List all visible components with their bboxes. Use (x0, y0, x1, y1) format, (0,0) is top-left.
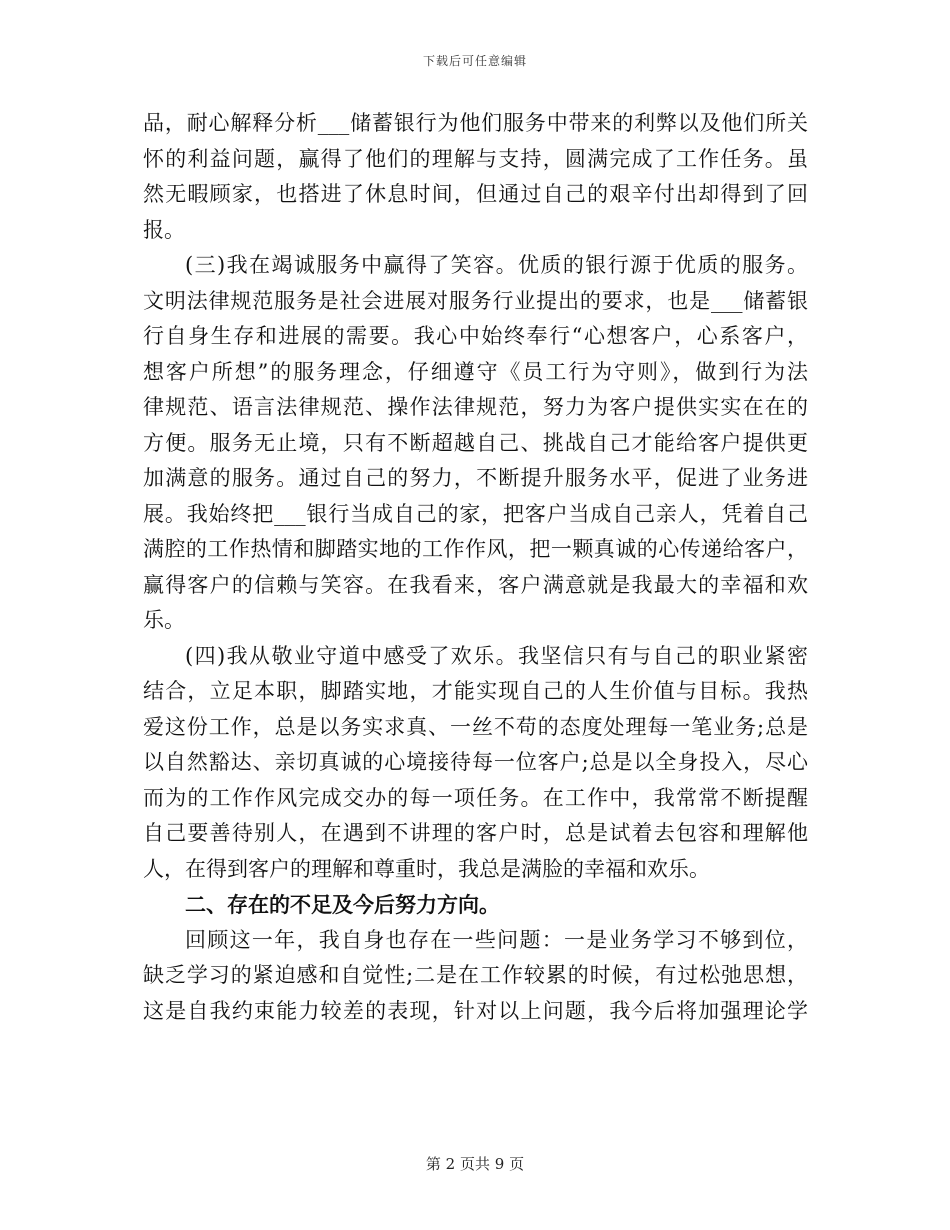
document-body (143, 106, 808, 1029)
body-line: 加满意的服务。通过自己的努力，不断提升服务水平，促进了业务进 (143, 466, 808, 490)
body-line: 自己要善待别人，在遇到不讲理的客户时，总是试着去包容和理解他 (143, 821, 808, 845)
page-number-footer: 第 2 页共 9 页 (425, 1155, 525, 1173)
body-line: 人，在得到客户的理解和尊重时，我总是满脸的幸福和欢乐。 (143, 856, 710, 881)
body-line: 缺乏学习的紧迫感和自觉性;二是在工作较累的时候，有过松弛思想， (143, 963, 808, 987)
body-line: 赢得客户的信赖与笑容。在我看来，客户满意就是我最大的幸福和欢 (143, 572, 808, 597)
section-heading: 二、存在的不足及今后努力方向。 (185, 892, 500, 917)
body-line: 而为的工作作风完成交办的每一项任务。在工作中，我常常不断提醒 (143, 785, 808, 810)
body-line: 回顾这一年，我自身也存在一些问题：一是业务学习不够到位， (185, 927, 808, 952)
body-line: 文明法律规范服务是社会进展对服务行业提出的要求，也是___储蓄银 (143, 288, 808, 313)
body-line: 方便。服务无止境，只有不断超越自己、挑战自己才能给客户提供更 (143, 430, 808, 455)
body-line: (四)我从敬业守道中感受了欢乐。我坚信只有与自己的职业紧密 (185, 643, 808, 668)
body-line: 行自身生存和进展的需要。我心中始终奉行“心想客户，心系客户， (143, 324, 808, 348)
page-header-note: 下载后可任意编辑 (422, 54, 527, 68)
body-line: 这是自我约束能力较差的表现，针对以上问题，我今后将加强理论学 (143, 998, 808, 1023)
body-line: 满腔的工作热情和脚踏实地的工作作风，把一颗真诚的心传递给客户， (143, 537, 808, 561)
body-line: 爱这份工作，总是以务实求真、一丝不苟的态度处理每一笔业务;总是 (143, 714, 808, 739)
body-line: 品，耐心解释分析___储蓄银行为他们服务中带来的利弊以及他们所关 (143, 111, 808, 135)
body-line: 想客户所想”的服务理念，仔细遵守《员工行为守则》，做到行为法 (143, 359, 808, 384)
body-line: 乐。 (143, 608, 185, 632)
body-line: 展。我始终把___银行当成自己的家，把客户当成自己亲人，凭着自己 (143, 501, 808, 526)
body-line: 然无暇顾家，也搭进了休息时间，但通过自己的艰辛付出却得到了回 (143, 182, 808, 206)
body-line: 律规范、语言法律规范、操作法律规范，努力为客户提供实实在在的 (143, 395, 808, 419)
body-line: (三)我在竭诚服务中赢得了笑容。优质的银行源于优质的服务。 (185, 253, 808, 277)
body-line: 报。 (143, 217, 185, 242)
body-line: 怀的利益问题，赢得了他们的理解与支持，圆满完成了工作任务。虽 (143, 146, 808, 171)
body-line: 结合，立足本职，脚踏实地，才能实现自己的人生价值与目标。我热 (143, 679, 808, 703)
body-line: 以自然豁达、亲切真诚的心境接待每一位客户;总是以全身投入，尽心 (143, 750, 808, 774)
